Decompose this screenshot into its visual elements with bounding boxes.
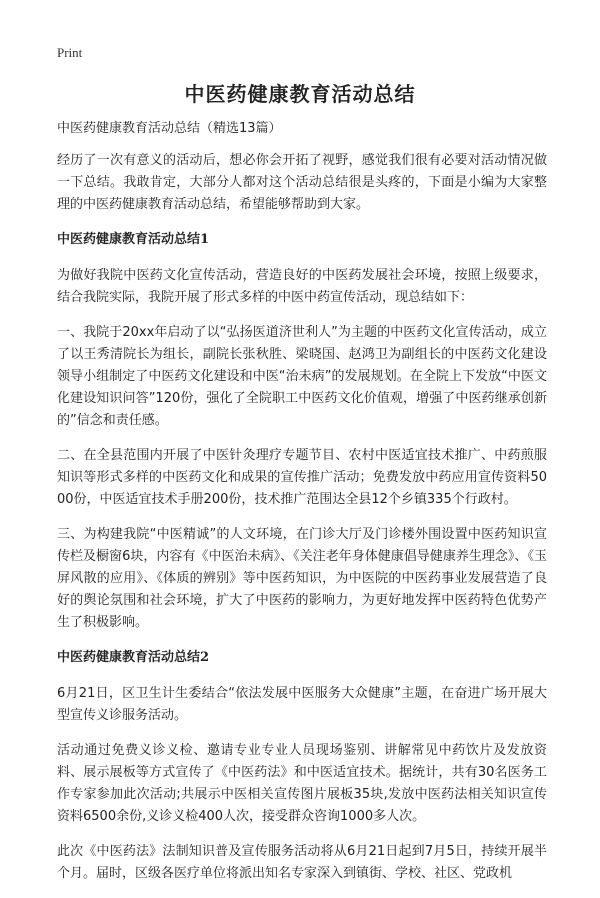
section-paragraph: 一、我院于20xx年启动了以“弘扬医道济世利人”为主题的中医药文化宣传活动，成立了以王秀清院长为组长，副院长张秋胜、梁晓国、赵鸿卫为副组长的中医药文化建设领导小组制定了中医药文化建设和中医“治未病”的发展规划。在全院上下发放“中医文化建设知识问答”120份，强化了全院职工中医药文化价值观，增强了中医药继承创新的”信念和责任感。	[57, 325, 547, 428]
section-heading: 中医药健康教育活动总结1	[57, 232, 210, 247]
print-link[interactable]: Print	[57, 45, 83, 60]
section-paragraph: 6月21日，区卫生计生委结合“依法发展中医服务大众健康”主题，在奋进广场开展大型宣传义诊服务活动。	[57, 686, 547, 723]
section-paragraph: 活动通过免费义诊义检、邀请专业专业人员现场鉴别、讲解常见中药饮片及发放资料、展示展板等方式宣传了《中医药法》和中医适宜技术。据统计，共有30名医务工作专家参加此次活动;共展示中医相关宣传图片展板35块,发放中医药法相关知识宣传资料6500余份,义诊义检400人次，接受群众咨询1000多人次。	[57, 743, 547, 824]
document-subtitle: 中医药健康教育活动总结（精选13篇）	[57, 121, 282, 136]
section-paragraph: 为做好我院中医药文化宣传活动，营造良好的中医药发展社会环境，按照上级要求，结合我院实际，我院开展了形式多样的中医中药宣传活动，现总结如下：	[57, 268, 547, 305]
document-title: 中医药健康教育活动总结	[184, 82, 416, 106]
section-paragraph: 三、为构建我院“中医精诚”的人文环境，在门诊大厅及门诊楼外围设置中医药知识宣传栏及橱窗6块，内容有《中医治未病》、《关注老年身体健康倡导健康养生理念》、《玉屏风散的应用》、《体质的辨别》等中医药知识，为中医院的中医药事业发展营造了良好的舆论氛围和社会环境，扩大了中医药的影响力，为更好地发挥中医药特色优势产生了积极影响。	[57, 527, 547, 630]
section-paragraph: 二、在全县范围内开展了中医针灸理疗专题节目、农村中医适宜技术推广、中药煎服知识等形式多样的中医药文化和成果的宣传推广活动；免费发放中药应用宣传资料5000份，中医适宜技术手册200份，技术推广范围达全县12个乡镇335个行政村。	[57, 448, 547, 507]
section-heading: 中医药健康教育活动总结2	[57, 650, 210, 665]
section-paragraph: 此次《中医药法》法制知识普及宣传服务活动将从6月21日起到7月5日，持续开展半个月。届时，区级各医疗单位将派出知名专家深入到镇街、学校、社区、党政机	[57, 844, 547, 881]
document-body	[57, 118, 547, 898]
intro-paragraph: 经历了一次有意义的活动后，想必你会开拓了视野，感觉我们很有必要对活动情况做一下总结。我敢肯定，大部分人都对这个活动总结很是头疼的，下面是小编为大家整理的中医药健康教育活动总结，希望能够帮助到大家。	[57, 153, 547, 212]
